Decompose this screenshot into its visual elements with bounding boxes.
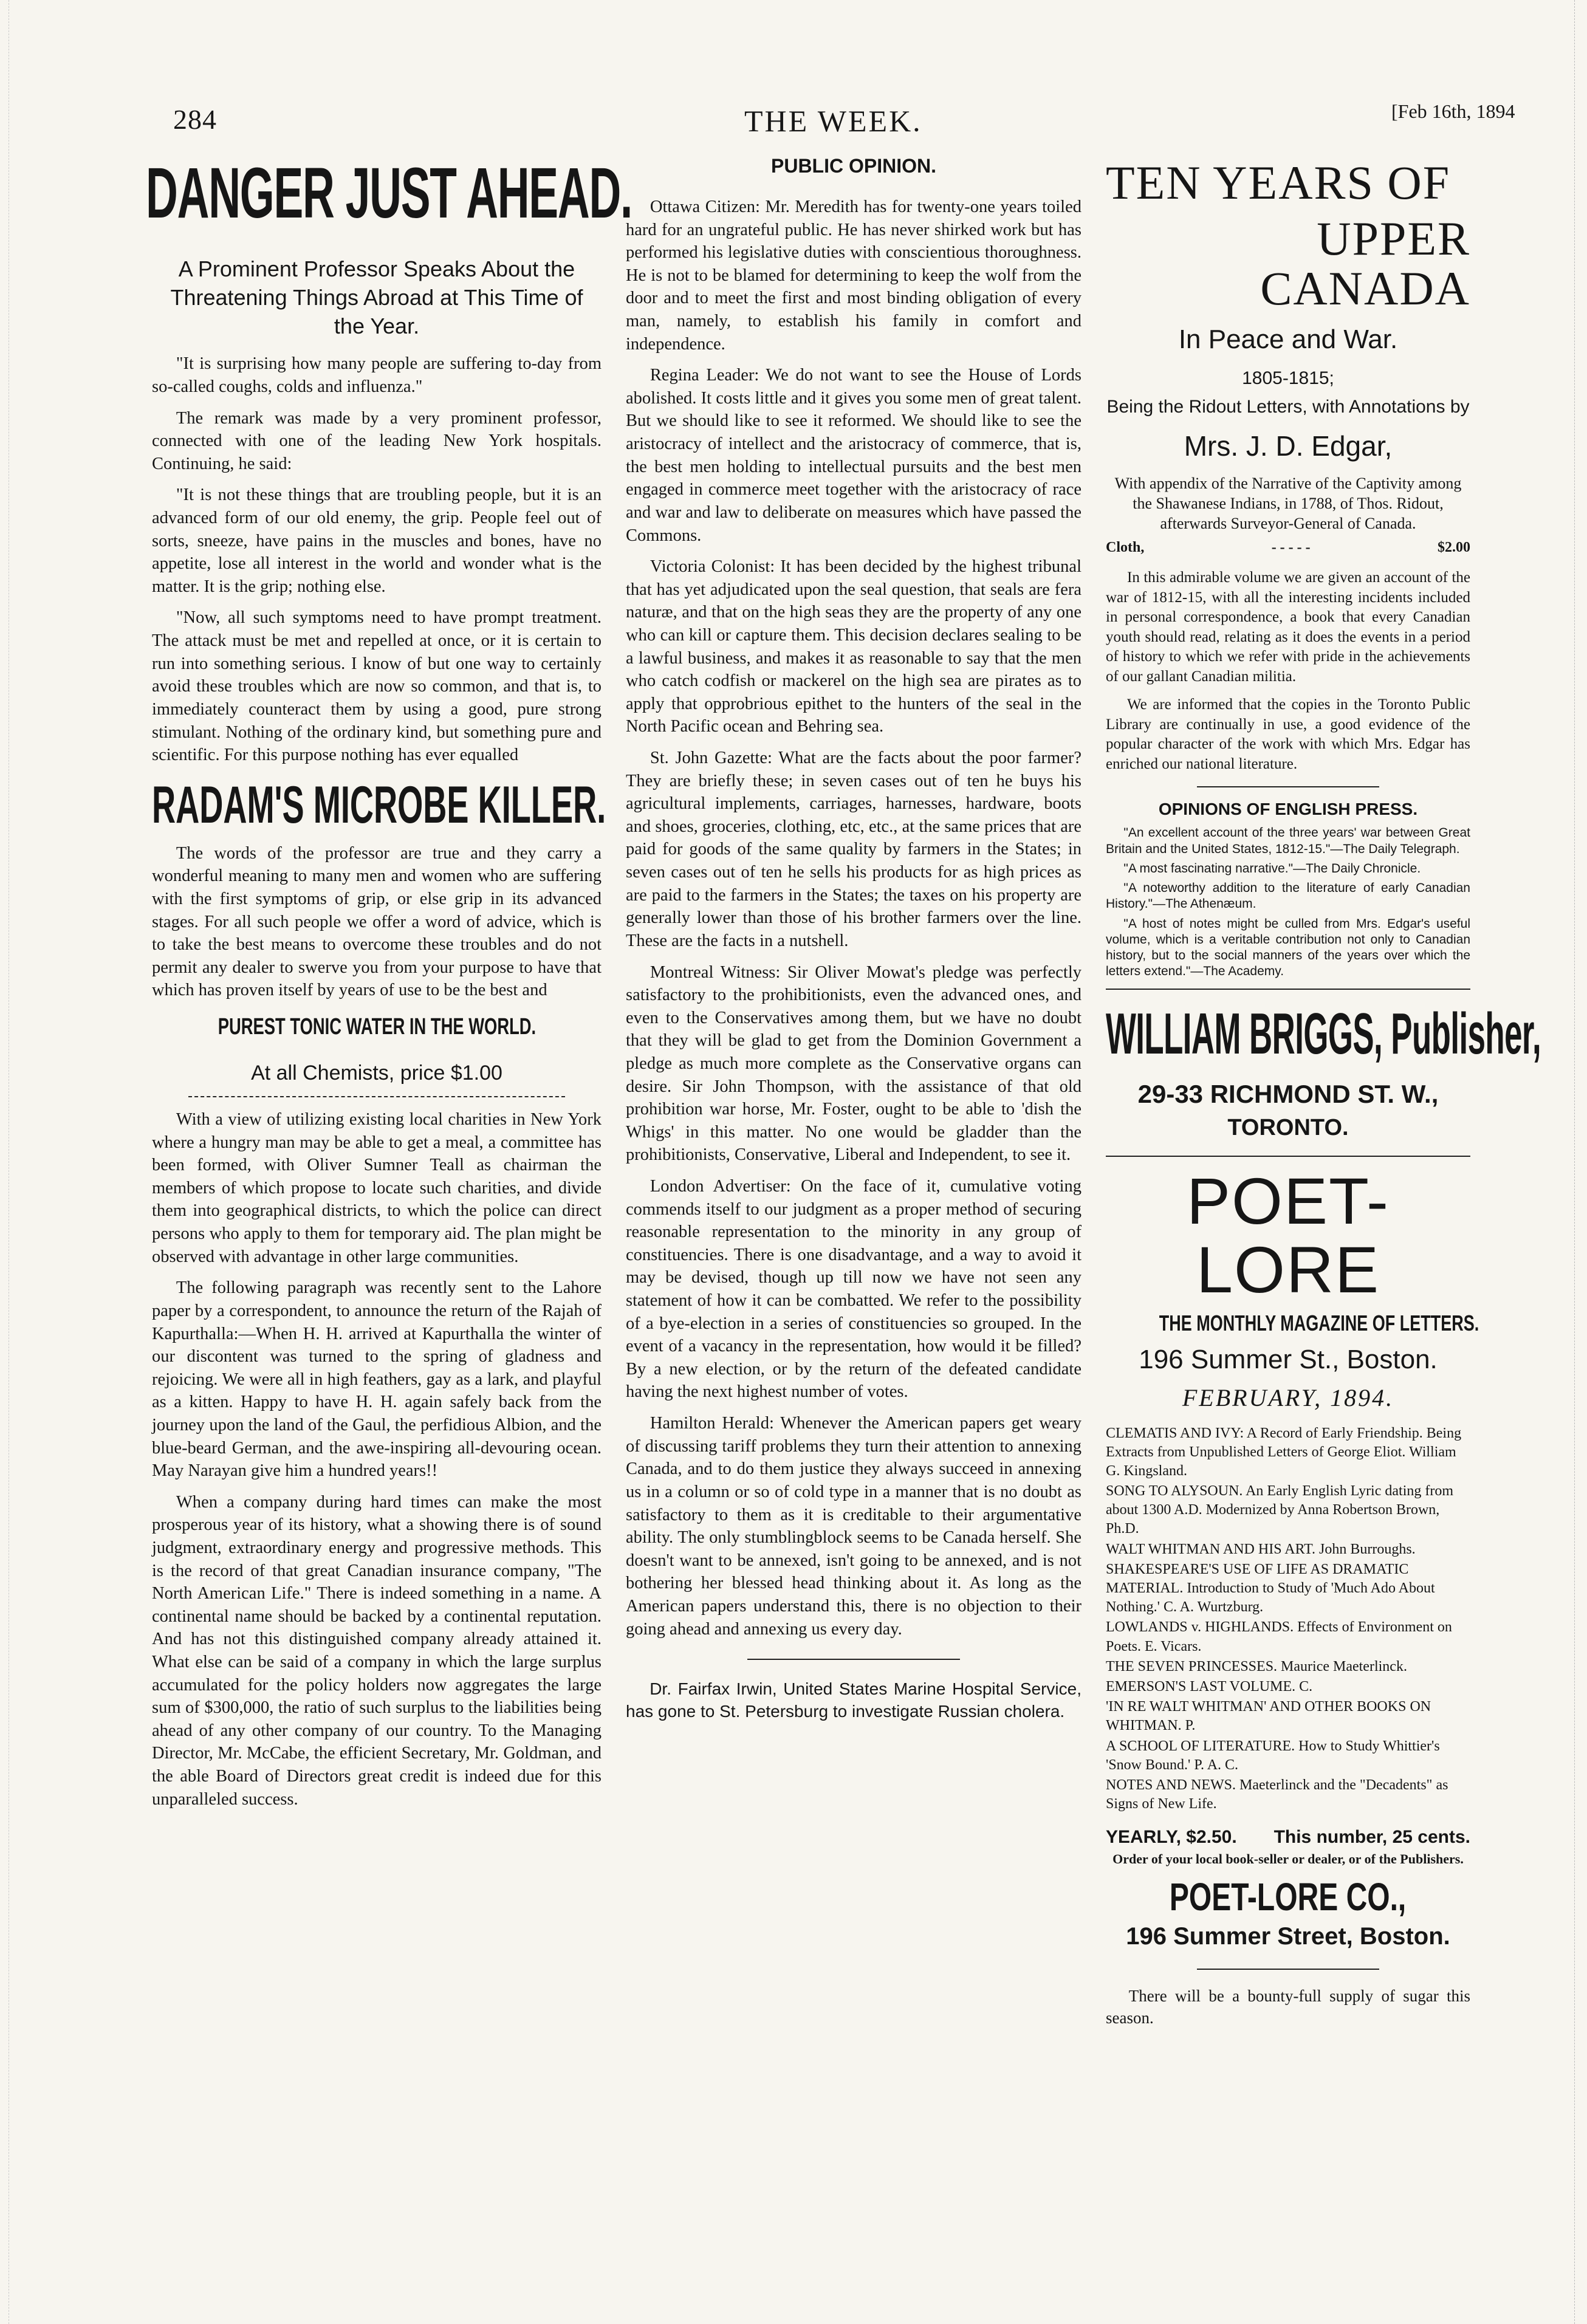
column-right [1106, 152, 1541, 2038]
press-quote: "A host of notes might be culled from Mrs. Edgar's useful volume, which is a veritable contribution not only to Canadian history, but to the social manners of the years over which the letters extend."—The Academy. [1106, 916, 1470, 979]
brand-name: RADAM'S MICROBE KILLER. [152, 775, 606, 834]
divider [1106, 989, 1470, 990]
brand-wrap [152, 775, 606, 842]
contents-item: SHAKESPEARE'S USE OF LIFE AS DRAMATIC MATERIAL. Introduction to Study of 'Much Ado About Nothing.' C. A. Wurtzburg. [1106, 1561, 1435, 1616]
scan-edge-left [0, 0, 9, 2324]
paragraph: When a company during hard times can make the most prosperous year of its history, what a showing there is of sound judgment, extraordinary energy and progressive methods. This is the record of that great Canadian insurance company, "The North American Life." There is indeed something in a name. A continental name should be backed by a continental reputation. And has not this distinguished company already attained it. What else can be said of a company in which the large surplus accumulated for the policy holders now aggregates the large sum of $300,000, the ratio of such surplus to the liabilities being ahead of any other company of our country. To the Managing Director, Mr. McCabe, the efficient Secretary, Mr. Goldman, and the able Board of Directors great credit is indeed due for this unparalleled success. [152, 1492, 602, 1809]
page-title: THE WEEK. [744, 104, 922, 138]
book-appendix: With appendix of the Narrative of the Captivity among the Shawanese Indians, in 1788, of Thos. Ridout, afterwards Surveyor-General of Canada. [1114, 474, 1462, 533]
opinion-item: Victoria Colonist: It has been decided by the highest tribunal that has yet adjudicated upon the seal question, that seals are fera naturæ, and that on the high seas they are the property of any one who can kill or capture them. This decision declares sealing to be a lawful business, and makes it as reasonable to say that the men who catch codfish or mackerel on the high sea are pirates as to apply that opprobrious epithet to the hunters of the seal in the North Pacific ocean and Behring sea. [626, 557, 1081, 736]
book-author: Mrs. J. D. Edgar, [1184, 430, 1393, 462]
contents-list [1106, 1424, 1470, 1814]
article-body-2 [152, 842, 602, 1002]
divider [1106, 1156, 1470, 1157]
press-quotes [1106, 825, 1470, 979]
opinion-item: St. John Gazette: What are the facts about the poor farmer? They are briefly these; in seven cases out of ten he buys his agricultural implements, carriages, harnesses, hardware, boots and shoes, groceries, clothing, etc, etc., at the same prices that are paid for goods of the same quality by farmers in the States; in seven cases out of ten he sells his products for as high prices as are paid to the farmers in the States; the taxes on his property are generally lower than those of his brother farmers over the line. These are the facts in a nutshell. [626, 749, 1081, 950]
paragraph: With a view of utilizing existing local charities in New York where a hungry man may be able to get a meal, a committee has been formed, with Oliver Sumner Teall as chairman the members of which propose to locate such charities, and divide them into geographical districts, to which the police can direct persons who apply to them for temporary aid. The plan might be observed with advantage in other large communities. [152, 1110, 602, 1266]
article-body-3 [152, 1108, 602, 1811]
magazine-subtitle: THE MONTHLY MAGAZINE OF LETTERS. [1159, 1310, 1479, 1335]
opinion-list [626, 196, 1081, 1640]
headline-wrap [146, 152, 632, 237]
paragraph: "It is not these things that are troubling people, but it is an advanced form of our old enemy, the grip. People feel out of sorts, sneeze, have pains in the muscles and bones, have no appetite, lose all interest in the world and wonder what is the matter. It is the grip; nothing else. [152, 485, 602, 596]
contents-item: 'IN RE WALT WHITMAN' AND OTHER BOOKS ON WHITMAN. P. [1106, 1699, 1431, 1734]
divider [188, 1096, 565, 1097]
column-middle [626, 152, 1081, 1732]
subscription-row [1106, 1827, 1470, 1848]
page-number: 284 [173, 104, 217, 135]
publisher-wrap [1106, 1001, 1541, 1074]
magazine-title: POET-LORE [1186, 1164, 1390, 1307]
magazine-sub-wrap [1106, 1310, 1479, 1340]
bounty-note: There will be a bounty-full supply of sugar this season. [1106, 1987, 1470, 2027]
book-title-line2: UPPER CANADA [1260, 211, 1470, 315]
paragraph: The remark was made by a very prominent professor, connected with one of the leading New York hospitals. Continuing, he said: [152, 408, 602, 473]
paragraph: The following paragraph was recently sent to the Lahore paper by a correspondent, to announce the return of the Rajah of Kapurthalla:—When H. H. arrived at Kapurthalla the winter of our discontent was turned to the spring of gladness and rejoicing. We were all in high feathers, gay as a lark, and playful as a kitten. Happy to have H. H. again safely back from the journey upon the land of the Gaul, the perfidious Albion, and the blue-beard German, and the awe-inspiring all-devouring ocean. May Narayan give him a hundred years!! [152, 1278, 602, 1481]
divider [747, 1659, 960, 1660]
contents-item: SONG TO ALYSOUN. An Early English Lyric dating from about 1300 A.D. Modernized by Anna Robertson Brown, Ph.D. [1106, 1483, 1454, 1537]
publisher-city: TORONTO. [1227, 1114, 1349, 1140]
press-quote: "A most fascinating narrative."—The Daily Chronicle. [1123, 861, 1421, 876]
divider [1197, 1969, 1379, 1970]
company-name: POET-LORE CO., [1170, 1875, 1407, 1919]
book-title-line1: TEN YEARS OF [1106, 156, 1451, 209]
magazine-address: 196 Summer St., Boston. [1139, 1344, 1438, 1374]
scan-edge-right [1574, 0, 1587, 2324]
press-quote: "A noteworthy addition to the literature of early Canadian History."—The Athenæum. [1106, 881, 1470, 911]
order-note: Order of your local book-seller or dealer, or of the Publishers. [1112, 1851, 1464, 1867]
publisher-name: WILLIAM BRIGGS, Publisher, [1106, 1001, 1541, 1066]
contents-item: THE SEVEN PRINCESSES. Maurice Maeterlinck. [1106, 1658, 1407, 1674]
article-subhead: A Prominent Professor Speaks About the Threatening Things Abroad at This Time of the Year. [170, 256, 583, 338]
book-price: $2.00 [1438, 540, 1470, 556]
paragraph: "It is surprising how many people are suffering to-day from so-called coughs, colds and influenza." [152, 354, 602, 396]
news-note: Dr. Fairfax Irwin, United States Marine Hospital Service, has gone to St. Petersburg to investigate Russian cholera. [626, 1679, 1081, 1721]
price-leader: - - - - - [1271, 540, 1311, 556]
paragraph: The words of the professor are true and they carry a wonderful meaning to many men and women who are suffering with the first symptoms of grip, or else grip in its advanced stages. For all such people we offer a word of advice, which is to take the best means to overcome these troubles and do not permit any dealer to swerve you from your purpose to have that which has proven itself by years of use to be the best and [152, 843, 602, 1000]
headline: DANGER JUST AHEAD. [146, 153, 632, 233]
yearly-price: YEARLY, $2.50. [1106, 1827, 1237, 1848]
opinion-item: London Advertiser: On the face of it, cumulative voting commends itself to our judgment as a proper method of securing reasonable representation to the minority in any group of constituencies. There is one disadvantage, and a way to avoid it may be devised, though up till now we have not seen any statement of how it can be combatted. We refer to the possibility of a bye-election in a series of constituencies so grouped. In the event of a vacancy in the representation, how would it be filled? By a new election, or by the return of the defeated candidate having the next highest number of votes. [626, 1176, 1081, 1402]
publisher-address: 29-33 RICHMOND ST. W., [1137, 1079, 1439, 1108]
binding-label: Cloth, [1106, 540, 1145, 556]
opinion-item: Hamilton Herald: Whenever the American papers get weary of discussing tariff problems they turn their attention to annexing Canada, and to do them justice they always succeed in annexing us in a column or so of cold type in a manner that is no doubt as satisfactory to them as it is creditable to their argumentative ability. The only stumblingblock seems to be Canada herself. She doesn't want to be annexed, isn't going to be annexed, and is not bothering her blessed head thinking about it. As long as the American papers understand this, there is no objection to their going ahead and annexing us every day. [626, 1414, 1081, 1639]
opinion-item: Montreal Witness: Sir Oliver Mowat's pledge was perfectly satisfactory to the prohibitionists, even the advanced ones, and even to the Conservatives among them, but we have no doubt that they will be glad to get from the Dominion Government a pledge as much more complete as the Conservative organs can desire. Sir John Thompson, with the assistance of that old prohibition war horse, Mr. Foster, ought to be able to 'dish the Whigs' in this matter. No one would be gladder than the prohibitionists, Conservative, Liberal and Independent, to see it. [626, 962, 1081, 1165]
book-subtitle: In Peace and War. [1178, 324, 1398, 354]
divider [1197, 786, 1379, 787]
page-date: [Feb 16th, 1894 [1391, 100, 1515, 122]
company-wrap [1106, 1874, 1470, 1923]
paragraph: "Now, all such symptoms need to have prompt treatment. The attack must be met and repelled at once, or it is certain to run into something serious. I know of but one way to certainly avoid these troubles which are now so common, and that is, to immediately counteract them by using a good, pure strong stimulant. Nothing of the ordinary kind, but something pure and scientific. For this purpose nothing has ever equalled [152, 608, 602, 765]
tonic-line: PUREST TONIC WATER IN THE WORLD. [218, 1014, 536, 1040]
opinion-item: Ottawa Citizen: Mr. Meredith has for twenty-one years toiled hard for an ungrateful public. He has never shirked work but has performed his legislative duties with conscientious thoroughness. He is not to be blamed for determining to keep the wolf from the door and to meet the first and most binding obligation of every man, namely, to establish his family in comfort and independence. [626, 197, 1081, 354]
single-issue-price: This number, 25 cents. [1273, 1827, 1470, 1848]
column-left [146, 152, 632, 1819]
price-line: At all Chemists, price $1.00 [251, 1061, 502, 1085]
book-description [1106, 568, 1470, 774]
paragraph: In this admirable volume we are given an account of the war of 1812-15, with all the interesting incidents included in personal correspondence, a book that every Canadian youth should read, relating as it does the events in a period of history to which we refer with pride in the achievements of our gallant Canadian militia. [1106, 569, 1470, 685]
contents-item: NOTES AND NEWS. Maeterlinck and the "Decadents" as Signs of New Life. [1106, 1777, 1448, 1812]
article-body-1 [152, 352, 602, 766]
paragraph: We are informed that the copies in the Toronto Public Library are continually in use, a good evidence of the popular character of the work with which Mrs. Edgar has enriched our national literature. [1106, 696, 1470, 772]
issue-date: FEBRUARY, 1894. [1182, 1383, 1394, 1411]
section-heading: PUBLIC OPINION. [770, 155, 936, 177]
book-being: Being the Ridout Letters, with Annotations by [1106, 396, 1470, 417]
company-address: 196 Summer Street, Boston. [1126, 1923, 1450, 1950]
book-years: 1805-1815; [1242, 368, 1334, 388]
opinion-item: Regina Leader: We do not want to see the House of Lords abolished. It costs little and it gives you some men of great talent. But we should like to see it reformed. We should like to see the aristocracy of intellect and the aristocracy of commerce, that is, the best men holding to intellectual pursuits and the best men engaged in commerce meet together with the aristocracy of race and war and law to deliberate on measures which have passed the Commons. [626, 366, 1081, 545]
price-row [1106, 540, 1470, 556]
press-heading: OPINIONS OF ENGLISH PRESS. [1158, 800, 1418, 819]
contents-item: A SCHOOL OF LITERATURE. How to Study Whittier's 'Snow Bound.' P. A. C. [1106, 1738, 1440, 1773]
contents-item: CLEMATIS AND IVY: A Record of Early Friendship. Being Extracts from Unpublished Letters of George Eliot. William G. Kingsland. [1106, 1425, 1462, 1479]
contents-item: EMERSON'S LAST VOLUME. C. [1106, 1678, 1313, 1695]
press-quote: "An excellent account of the three years' war between Great Britain and the United States, 1812-15."—The Daily Telegraph. [1106, 826, 1470, 856]
tonic-wrap [152, 1014, 602, 1047]
contents-item: WALT WHITMAN AND HIS ART. John Burroughs. [1106, 1541, 1416, 1557]
contents-item: LOWLANDS v. HIGHLANDS. Effects of Environment on Poets. E. Vicars. [1106, 1619, 1452, 1654]
